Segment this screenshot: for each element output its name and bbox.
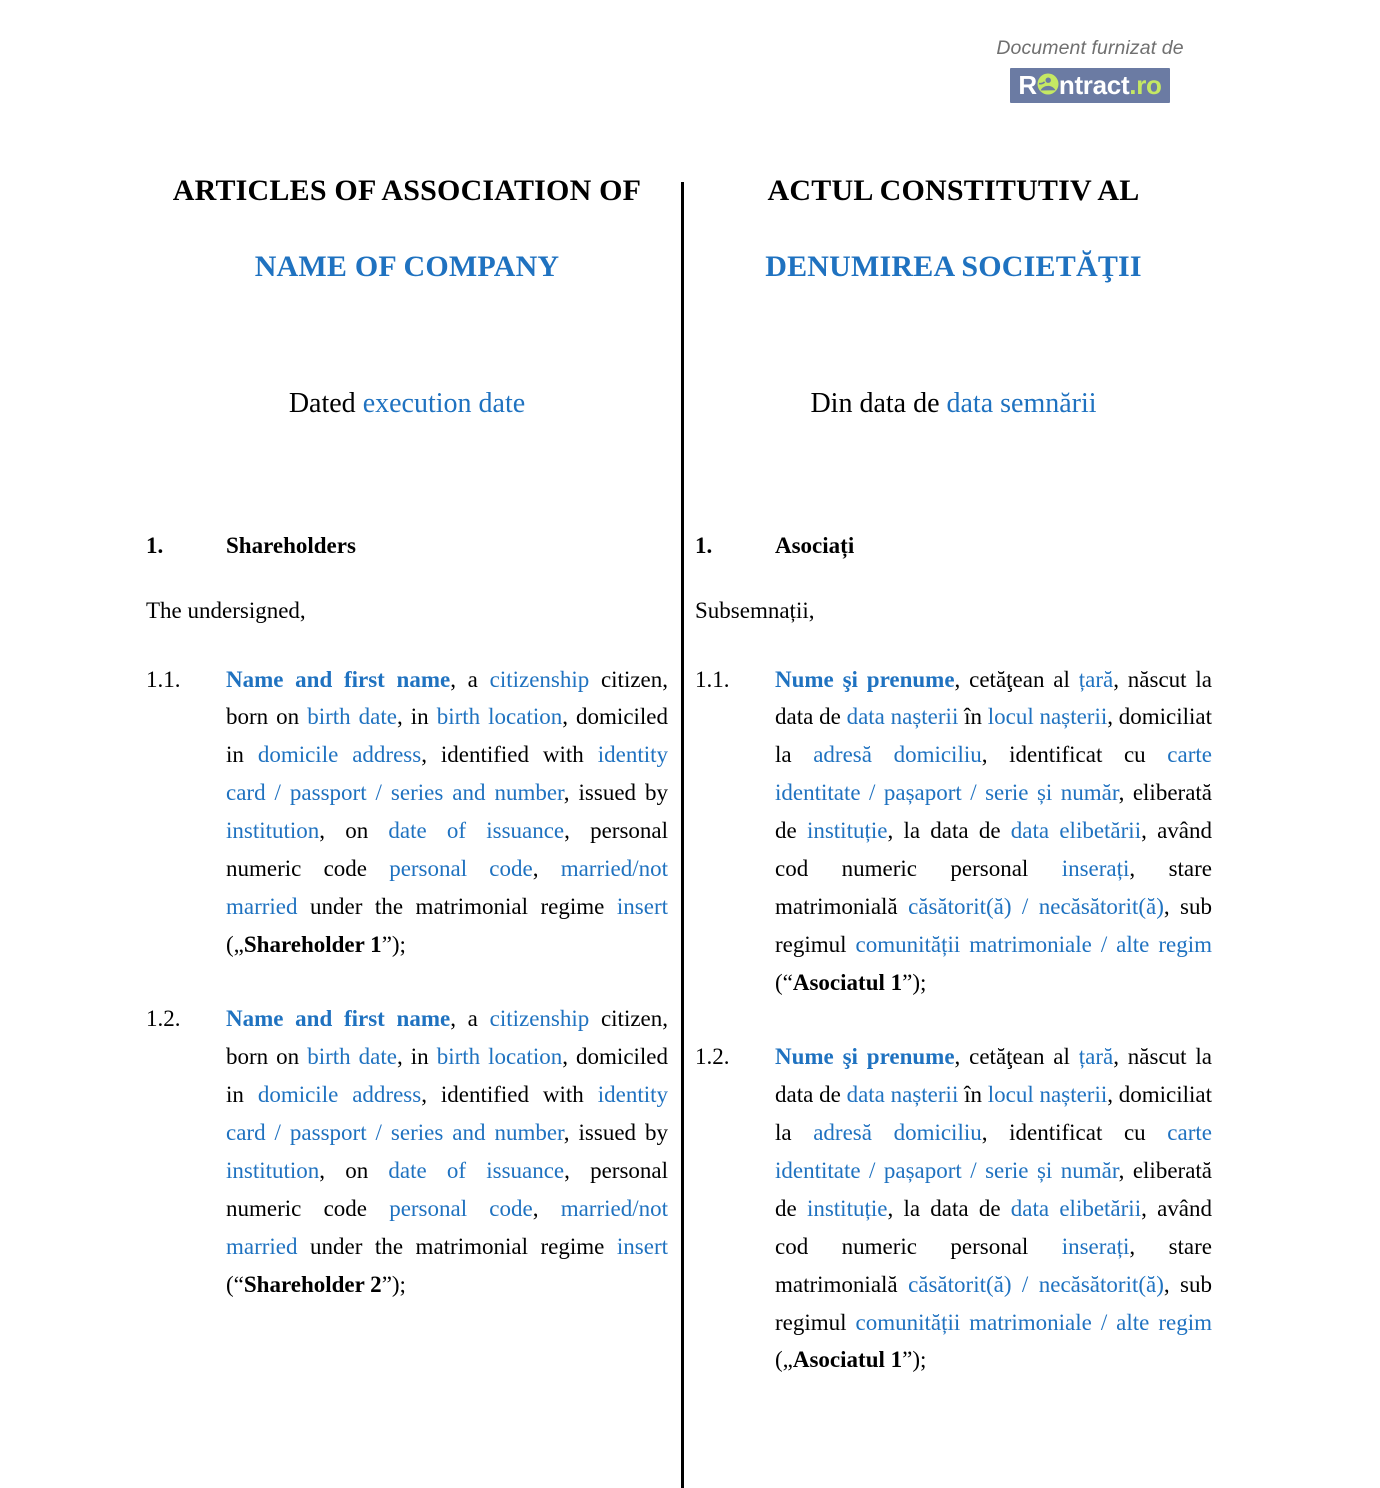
field-placeholder[interactable]: birth date (307, 1043, 397, 1069)
static-text: , născut la data de (775, 666, 1213, 730)
field-placeholder[interactable]: data nașterii (846, 704, 959, 730)
static-text: , (532, 1195, 561, 1221)
field-placeholder[interactable]: data nașterii (846, 1081, 959, 1107)
field-placeholder[interactable]: domicile address (257, 742, 422, 768)
static-text: , având cod numeric personal (775, 1195, 1213, 1259)
static-text: , sub regimul (775, 1271, 1212, 1335)
static-text: în (958, 1081, 988, 1107)
field-placeholder[interactable]: insert (616, 1233, 668, 1259)
signing-date-placeholder[interactable]: data semnării (946, 388, 1097, 419)
static-text: în (958, 704, 988, 730)
static-text: under the matrimonial regime (297, 894, 617, 920)
field-placeholder[interactable]: Nume şi prenume (775, 1043, 955, 1069)
field-placeholder[interactable]: personal code (389, 856, 533, 882)
lead-in-romanian: Subsemnații, (695, 598, 815, 624)
company-name-placeholder-english[interactable]: NAME OF COMPANY (254, 250, 560, 283)
field-placeholder[interactable]: adresă domiciliu (813, 742, 982, 768)
static-text: , domiciliat la (775, 1081, 1213, 1145)
clause-number: 1.2. (695, 1043, 730, 1069)
static-text: , on (319, 818, 389, 844)
static-text: , domiciliat la (775, 704, 1213, 768)
field-placeholder[interactable]: citizenship (489, 1006, 590, 1032)
static-text: („ (226, 932, 244, 958)
static-text: Asociatul 1 (792, 1347, 903, 1373)
clause (695, 1038, 1212, 1379)
clause-text (226, 661, 668, 965)
field-placeholder[interactable]: locul nașterii (987, 1081, 1108, 1107)
document-date-english (146, 389, 668, 420)
static-text: , identificat cu (981, 742, 1168, 768)
field-placeholder[interactable]: Nume şi prenume (775, 666, 955, 692)
field-placeholder[interactable]: date of issuance (388, 1157, 565, 1183)
static-text: Asociatul 1 (792, 970, 903, 996)
rontract-circle-icon (1037, 73, 1059, 95)
field-placeholder[interactable]: instituție (806, 1195, 888, 1221)
static-text: Shareholder 2 (243, 1271, 382, 1297)
static-text: (“ (775, 970, 793, 996)
document-date-romanian (695, 389, 1212, 420)
column-romanian (681, 176, 1380, 1379)
static-text: , având cod numeric personal (775, 818, 1213, 882)
static-text: , la data de (887, 818, 1011, 844)
static-text: , issued by (563, 780, 668, 806)
provider-caption: Document furnizat de (996, 37, 1184, 59)
static-text: citizen, born on (226, 1006, 669, 1069)
clause-number: 1.1. (695, 666, 730, 692)
static-text: ”); (902, 1347, 927, 1373)
clause-number: 1.2. (146, 1006, 181, 1032)
field-placeholder[interactable]: identity card / passport / series and number (226, 742, 668, 806)
static-text: , stare matrimonială (775, 856, 1212, 920)
static-text: , născut la data de (775, 1043, 1213, 1107)
field-placeholder[interactable]: Name and first name (226, 1006, 451, 1032)
logo-prefix: R (1018, 70, 1037, 101)
field-placeholder[interactable]: inserați (1061, 856, 1130, 882)
field-placeholder[interactable]: țară (1078, 666, 1114, 692)
field-placeholder[interactable]: identity card / passport / series and number (226, 1081, 668, 1145)
static-text: , on (319, 1157, 389, 1183)
clause-text (775, 1038, 1212, 1379)
field-placeholder[interactable]: birth location (436, 704, 563, 730)
field-placeholder[interactable]: comunității matrimoniale / alte regim (855, 932, 1212, 958)
field-placeholder[interactable]: instituție (806, 818, 888, 844)
page-title-romanian: ACTUL CONSTITUTIV AL (767, 174, 1140, 207)
static-text: ”); (902, 970, 927, 996)
execution-date-placeholder[interactable]: execution date (362, 388, 526, 419)
static-text: , sub regimul (775, 894, 1212, 958)
field-placeholder[interactable]: birth location (436, 1043, 563, 1069)
logo-middle: ntract (1058, 70, 1130, 101)
section-title-romanian: Asociați (775, 532, 855, 558)
rontract-logo[interactable] (1010, 68, 1169, 103)
field-placeholder[interactable]: birth date (307, 704, 397, 730)
clause-text (226, 1000, 668, 1304)
clause (146, 661, 668, 965)
field-placeholder[interactable]: data elibetării (1010, 818, 1142, 844)
field-placeholder[interactable]: domicile address (257, 1081, 422, 1107)
static-text: , identificat cu (981, 1119, 1168, 1145)
static-text: , cetăţean al (954, 666, 1079, 692)
field-placeholder[interactable]: married/not married (226, 856, 668, 920)
document-provider-block (960, 38, 1220, 103)
lead-in-english: The undersigned, (146, 598, 306, 624)
static-text: , stare matrimonială (775, 1233, 1212, 1297)
static-text: citizen, born on (226, 666, 669, 730)
static-text: , in (397, 1043, 437, 1069)
static-text: , identified with (421, 742, 598, 768)
static-text: (“ (226, 1271, 244, 1297)
static-text: , in (397, 704, 437, 730)
bilingual-columns (0, 176, 1380, 1379)
field-placeholder[interactable]: căsătorit(ă) / necăsătorit(ă) (908, 894, 1164, 920)
field-placeholder[interactable]: carte identitate / pașaport / serie și număr (775, 1119, 1212, 1183)
field-placeholder[interactable]: comunității matrimoniale / alte regim (855, 1309, 1212, 1335)
field-placeholder[interactable]: data elibetării (1010, 1195, 1142, 1221)
static-text: („ (775, 1347, 793, 1373)
logo-suffix: .ro (1129, 70, 1162, 101)
section-title-english: Shareholders (226, 532, 356, 558)
page-title-english: ARTICLES OF ASSOCIATION OF (172, 174, 642, 207)
clause (695, 661, 1212, 1002)
field-placeholder[interactable]: Name and first name (226, 666, 451, 692)
field-placeholder[interactable]: married/not married (226, 1195, 668, 1259)
section-heading-english (146, 533, 668, 558)
static-text: , a (450, 666, 490, 692)
static-text: , domiciled in (226, 1043, 669, 1107)
static-text: , eliberată de (775, 780, 1212, 844)
field-placeholder[interactable]: institution (226, 1157, 320, 1183)
static-text: , issued by (563, 1119, 668, 1145)
static-text: ”); (381, 1271, 406, 1297)
static-text: , (532, 856, 561, 882)
clause-number: 1.1. (146, 666, 181, 692)
static-text: , personal numeric code (226, 818, 669, 882)
clause-list-romanian (695, 661, 1212, 1380)
field-placeholder[interactable]: date of issuance (388, 818, 565, 844)
field-placeholder[interactable]: citizenship (489, 666, 590, 692)
field-placeholder[interactable]: adresă domiciliu (813, 1119, 982, 1145)
column-english (0, 176, 681, 1379)
section-number-english: 1. (146, 532, 164, 558)
static-text: under the matrimonial regime (297, 1233, 617, 1259)
field-placeholder[interactable]: personal code (389, 1195, 533, 1221)
static-text: , identified with (421, 1081, 598, 1107)
field-placeholder[interactable]: insert (616, 894, 668, 920)
date-label-english: Dated (288, 388, 363, 419)
static-text: , a (450, 1006, 490, 1032)
static-text: ”); (381, 932, 406, 958)
static-text: , domiciled in (226, 704, 669, 768)
field-placeholder[interactable]: căsătorit(ă) / necăsătorit(ă) (908, 1271, 1164, 1297)
clause (146, 1000, 668, 1304)
static-text: , cetăţean al (954, 1043, 1079, 1069)
field-placeholder[interactable]: institution (226, 818, 320, 844)
static-text: , eliberată de (775, 1157, 1212, 1221)
static-text: Shareholder 1 (243, 932, 382, 958)
static-text: , la data de (887, 1195, 1011, 1221)
field-placeholder[interactable]: carte identitate / pașaport / serie și număr (775, 742, 1212, 806)
field-placeholder[interactable]: țară (1078, 1043, 1114, 1069)
section-heading-romanian (695, 533, 1212, 558)
field-placeholder[interactable]: inserați (1061, 1233, 1130, 1259)
section-number-romanian: 1. (695, 532, 713, 558)
date-label-romanian: Din data de (810, 388, 947, 419)
company-name-placeholder-romanian[interactable]: DENUMIREA SOCIETĂŢII (765, 250, 1142, 283)
clause-list-english (146, 661, 668, 1304)
clause-text (775, 661, 1212, 1002)
field-placeholder[interactable]: locul nașterii (987, 704, 1108, 730)
static-text: , personal numeric code (226, 1157, 669, 1221)
